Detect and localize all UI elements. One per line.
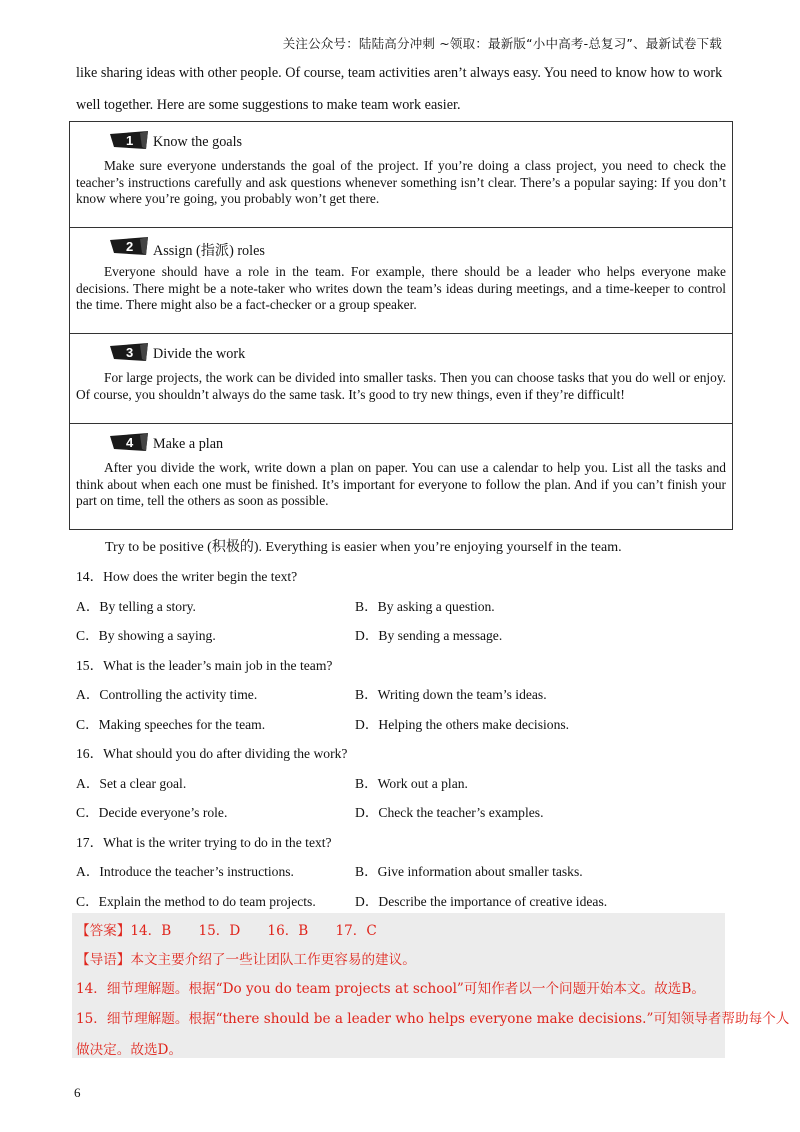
- option-c: C．Decide everyone’s role.: [76, 805, 228, 820]
- option-c: C．By showing a saying.: [76, 628, 216, 643]
- section-body: Make sure everyone understands the goal of the project. If you’re doing a class project, you need to check the teacher’s instructions carefully and ask questions whenever something isn’t clear. There’s a popular saying: If you don’t know where you’re going, you probably won’t get there.: [76, 158, 726, 206]
- option-a: A．Controlling the activity time.: [76, 687, 258, 702]
- section-title: Divide the work: [153, 346, 246, 362]
- svg-text:2: 2: [126, 239, 134, 254]
- intro-line-1: like sharing ideas with other people. Of course, team activities aren’t always easy. You need to know how to work: [76, 65, 723, 81]
- option-b: B．Give information about smaller tasks.: [355, 864, 583, 879]
- question-17: 17．What is the writer trying to do in the text?: [76, 835, 332, 850]
- option-d: D．Check the teacher’s examples.: [355, 805, 544, 820]
- question-15: 15．What is the leader’s main job in the team?: [76, 658, 333, 673]
- option-a: A．Introduce the teacher’s instructions.: [76, 864, 294, 879]
- answer-explanation-15: 15．细节理解题。根据“there should be a leader who helps everyone make decisions.”可知领导者帮助每个人: [76, 1011, 790, 1027]
- number-badge-icon: [110, 131, 148, 149]
- option-c: C．Explain the method to do team projects.: [76, 894, 316, 909]
- section-1: [70, 122, 732, 228]
- suggestions-box: [69, 121, 733, 530]
- option-d: D．By sending a message.: [355, 628, 503, 643]
- section-4: [70, 424, 732, 529]
- section-body: After you divide the work, write down a plan on paper. You can use a calendar to help you. List all the tasks and think about when each one must be finished. It’s important for everyone to follow the plan. And if you can’t finish your part on time, tell the others as soon as possible.: [76, 460, 726, 508]
- svg-text:4: 4: [126, 435, 134, 450]
- section-3: [70, 334, 732, 424]
- answer-key: 【答案】14．B 15．D 16．B 17．C: [76, 923, 377, 939]
- answer-explanation-15-cont: 做决定。故选D。: [76, 1042, 183, 1058]
- number-badge-icon: [110, 237, 148, 255]
- answer-explanation-14: 14．细节理解题。根据“Do you do team projects at school”可知作者以一个问题开始本文。故选B。: [76, 981, 705, 997]
- section-body: Everyone should have a role in the team. For example, there should be a leader who helps everyone make decisions. There might be a note-taker who writes down the team’s ideas during meetings, and a time-keeper to control the time. There might also be a fact-checker or a group speaker.: [76, 264, 726, 312]
- svg-text:3: 3: [126, 345, 134, 360]
- intro-line-2: well together. Here are some suggestions to make team work easier.: [76, 97, 461, 113]
- answer-summary: 【导语】本文主要介绍了一些让团队工作更容易的建议。: [76, 952, 416, 968]
- option-a: A．By telling a story.: [76, 599, 196, 614]
- section-title: Make a plan: [153, 436, 224, 452]
- option-b: B．By asking a question.: [355, 599, 495, 614]
- page-header: 关注公众号：陆陆高分冲刺 ~领取：最新版“小中高考-总复习”、最新试卷下载: [282, 36, 722, 51]
- number-badge-icon: [110, 433, 148, 451]
- page-number: 6: [74, 1085, 81, 1100]
- svg-text:1: 1: [126, 133, 134, 148]
- option-c: C．Making speeches for the team.: [76, 717, 266, 732]
- option-d: D．Describe the importance of creative ideas.: [355, 894, 608, 909]
- section-title: Know the goals: [153, 134, 243, 150]
- option-d: D．Helping the others make decisions.: [355, 717, 570, 732]
- intro-paragraph: [76, 57, 726, 121]
- number-badge-icon: [110, 343, 148, 361]
- option-b: B．Work out a plan.: [355, 776, 468, 791]
- option-b: B．Writing down the team’s ideas.: [355, 687, 547, 702]
- section-title: Assign (指派) roles: [153, 243, 265, 259]
- section-2: [70, 228, 732, 334]
- question-14: 14．How does the writer begin the text?: [76, 569, 298, 584]
- section-body: For large projects, the work can be divided into smaller tasks. Then you can choose tasks that you do well or enjoy. Of course, you shouldn’t always do the same task. It’s good to try new things, even if they’re difficult!: [76, 370, 726, 402]
- question-16: 16．What should you do after dividing the work?: [76, 746, 348, 761]
- option-a: A．Set a clear goal.: [76, 776, 187, 791]
- closing-sentence: Try to be positive (积极的). Everything is easier when you’re enjoying yourself in the team.: [105, 540, 622, 555]
